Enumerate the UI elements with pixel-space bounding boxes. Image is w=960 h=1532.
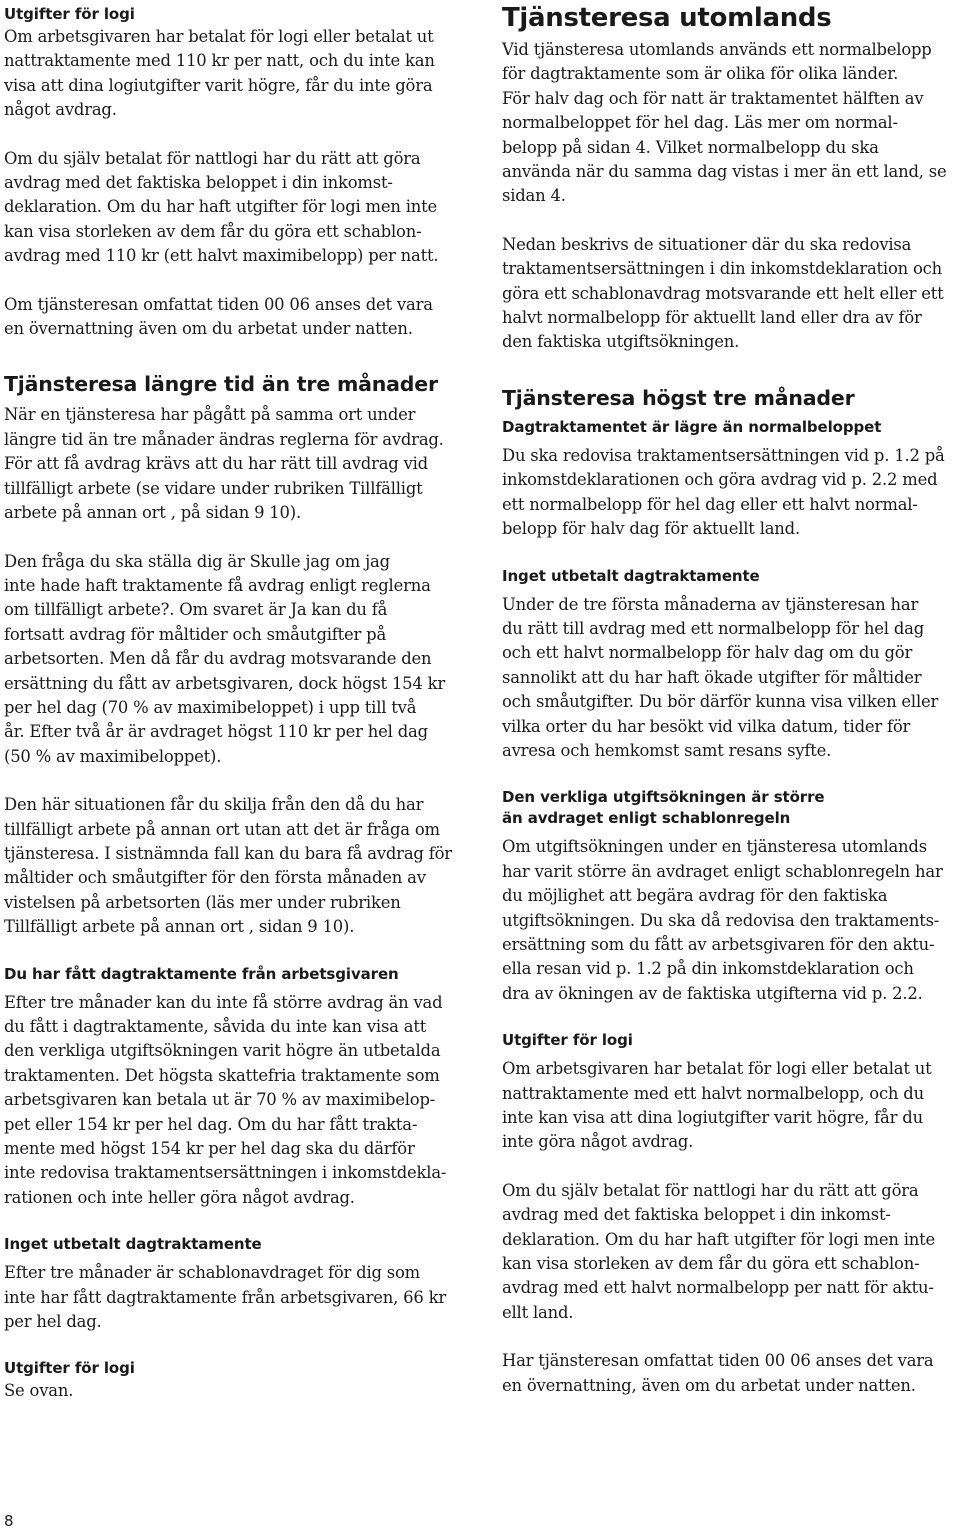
text-line: en övernattning även om du arbetat under natten. (4, 319, 413, 339)
text-line: Om du själv betalat för nattlogi har du rätt att göra (4, 148, 421, 168)
text-line: inte göra något avdrag. (502, 1132, 694, 1152)
text-line: avdrag med 110 kr (ett halvt maximibelopp) per natt. (4, 246, 439, 266)
paragraph (502, 38, 960, 209)
paragraph (502, 593, 960, 764)
text-line: Efter tre månader är schablonavdraget för dig som (4, 1263, 421, 1283)
text-line: något avdrag. (4, 100, 117, 120)
text-line: Under de tre första månaderna av tjänsteresan har (502, 594, 919, 614)
text-line: inte kan visa att dina logiutgifter varit högre, får du (502, 1108, 923, 1127)
paragraph (502, 1057, 960, 1155)
right-column (502, 2, 960, 1398)
text-line: ersättning som du fått av arbetsgivaren för den aktu- (502, 934, 935, 954)
text-line: längre tid än tre månader ändras reglerna för avdrag. (4, 429, 444, 449)
text-line: tjänsteresa. I sistnämnda fall kan du bara få avdrag för (4, 843, 452, 863)
heading-no-allowance: Inget utbetalt dagtraktamente (4, 1235, 262, 1254)
heading-lodging-2: Utgifter för logi (4, 1359, 135, 1378)
heading-no-allowance-abroad: Inget utbetalt dagtraktamente (502, 566, 760, 585)
text-line: arbetsorten. Men då får du avdrag motsvarande den (4, 649, 432, 669)
text-line: avresa och hemkomst samt resans syfte. (502, 740, 832, 760)
text-line: rationen och inte heller göra något avdrag. (4, 1187, 355, 1207)
text-line: du rätt till avdrag med ett normalbelopp för hel dag (502, 618, 924, 638)
text-line: tillfälligt arbete på annan ort utan att det är fråga om (4, 819, 440, 839)
text-line: Vid tjänsteresa utomlands används ett normalbelopp (502, 40, 932, 59)
text-line: och småutgifter. Du bör därför kunna visa vilken eller (502, 692, 939, 712)
paragraph (4, 793, 466, 939)
text-line: Om tjänsteresan omfattat tiden 00 06 anses det vara (4, 294, 433, 314)
text-line: inkomstdeklarationen och göra avdrag vid p. 2.2 med (502, 470, 938, 490)
text-line: deklaration. Om du har haft utgifter för logi men inte (502, 1229, 936, 1249)
paragraph (4, 1379, 466, 1403)
text-line: ellt land. (502, 1302, 574, 1322)
paragraph (502, 1349, 960, 1398)
text-line: traktamenten. Det högsta skattefria traktamente som (4, 1065, 440, 1085)
text-line: traktamentsersättningen i din inkomstdeklaration och (502, 259, 942, 279)
text-line: Efter tre månader kan du inte få större avdrag än vad (4, 992, 443, 1012)
text-line: visa att dina logiutgifter varit högre, får du inte göra (4, 75, 433, 95)
text-line: Se ovan. (4, 1381, 74, 1401)
text-line: ett normalbelopp för hel dag eller ett halvt normal- (502, 494, 918, 514)
text-line: deklaration. Om du har haft utgifter för logi men inte (4, 197, 438, 217)
text-line: göra ett schablonavdrag motsvarande ett helt eller ett (502, 283, 944, 303)
text-line: avdrag med det faktiska beloppet i din inkomst- (502, 1205, 891, 1225)
text-line: inte hade haft traktamente få avdrag enligt reglerna (4, 575, 431, 595)
text-line: vilka orter du har besökt vid vilka datum, tider för (502, 716, 911, 736)
paragraph (4, 1261, 466, 1334)
text-line: du möjlighet att begära avdrag för den faktiska (502, 886, 888, 906)
heading-lodging: Utgifter för logi (4, 5, 135, 23)
text-line: kan visa storleken av dem får du göra ett schablon- (4, 221, 422, 241)
heading-long-trip: Tjänsteresa längre tid än tre månader (4, 372, 438, 397)
text-line: per hel dag (70 % av maximibeloppet) i upp till två (4, 697, 417, 717)
paragraph (4, 550, 466, 770)
heading-lodging-abroad: Utgifter för logi (502, 1031, 633, 1050)
text-line: sidan 4. (502, 186, 566, 206)
text-line: måltider och småutgifter för den första månaden av (4, 868, 426, 888)
text-line: för dagtraktamente som är olika för olika länder. (502, 64, 899, 84)
text-line: Den verkliga utgiftsökningen är större (502, 788, 825, 807)
text-line: belopp för halv dag för aktuellt land. (502, 519, 800, 539)
paragraph (4, 293, 466, 342)
paragraph (4, 991, 466, 1211)
paragraph (4, 147, 466, 269)
heading-employer-allowance: Du har fått dagtraktamente från arbetsgivaren (4, 964, 399, 983)
text-line: dra av ökningen av de faktiska utgifterna vid p. 2.2. (502, 983, 923, 1003)
text-line: du fått i dagtraktamente, såvida du inte kan visa att (4, 1017, 427, 1036)
text-line: tillfälligt arbete (se vidare under rubriken Tillfälligt (4, 478, 423, 498)
text-line: Du ska redovisa traktamentsersättningen vid p. 1.2 på (502, 445, 945, 465)
text-line: den faktiska utgiftsökningen. (502, 332, 740, 352)
text-line: år. Efter två år är avdraget högst 110 kr per hel dag (4, 722, 428, 742)
text-line: arbete på annan ort , på sidan 9 10). (4, 503, 301, 523)
text-line: När en tjänsteresa har pågått på samma ort under (4, 405, 416, 425)
subheading-lower-allowance: Dagtraktamentet är lägre än normalbeloppet (502, 417, 882, 436)
heading-abroad: Tjänsteresa utomlands (502, 3, 832, 33)
text-line: nattraktamente med ett halvt normalbelopp, och du (502, 1083, 924, 1103)
text-line: Om du själv betalat för nattlogi har du rätt att göra (502, 1180, 919, 1200)
text-line: Om utgiftsökningen under en tjänsteresa utomlands (502, 837, 927, 857)
text-line: sannolikt att du har haft ökade utgifter för måltider (502, 667, 922, 687)
text-line: (50 % av maximibeloppet). (4, 746, 222, 766)
text-line: För att få avdrag krävs att du har rätt till avdrag vid (4, 454, 428, 474)
text-line: nattraktamente med 110 kr per natt, och du inte kan (4, 51, 435, 71)
text-line: Har tjänsteresan omfattat tiden 00 06 anses det vara (502, 1351, 934, 1371)
text-line: För halv dag och för natt är traktamentet hälften av (502, 88, 924, 108)
text-line: fortsatt avdrag för måltider och småutgifter på (4, 624, 387, 644)
text-line: ella resan vid p. 1.2 på din inkomstdeklaration och (502, 959, 914, 979)
text-line: kan visa storleken av dem får du göra ett schablon- (502, 1254, 920, 1274)
paragraph (502, 444, 960, 542)
text-line: Den här situationen får du skilja från den då du har (4, 795, 424, 815)
paragraph (502, 233, 960, 355)
text-line: inte redovisa traktamentsersättningen i inkomstdekla- (4, 1163, 447, 1183)
paragraph (502, 1179, 960, 1325)
text-line: vistelsen på arbetsorten (läs mer under rubriken (4, 892, 401, 912)
text-line: Om arbetsgivaren har betalat för logi eller betalat ut (4, 27, 434, 46)
paragraph (4, 403, 466, 525)
heading-actual-cost (502, 787, 960, 829)
text-line: avdrag med ett halvt normalbelopp per natt för aktu- (502, 1278, 934, 1298)
text-line: den verkliga utgiftsökningen varit högre än utbetalda (4, 1041, 441, 1061)
text-line: pet eller 154 kr per hel dag. Om du har fått trakta- (4, 1114, 418, 1134)
left-column (4, 4, 466, 1404)
heading-max-three-months: Tjänsteresa högst tre månader (502, 385, 855, 410)
paragraph (4, 25, 466, 123)
text-line: har varit större än avdraget enligt schablonregeln har (502, 861, 943, 881)
text-line: mente med högst 154 kr per hel dag ska du därför (4, 1139, 415, 1159)
page-number: 8 (4, 1512, 14, 1530)
text-line: Tillfälligt arbete på annan ort , sidan 9 10). (4, 917, 355, 937)
text-line: belopp på sidan 4. Vilket normalbelopp du ska (502, 137, 879, 157)
text-line: inte har fått dagtraktamente från arbetsgivaren, 66 kr (4, 1287, 446, 1307)
text-line: normalbeloppet för hel dag. Läs mer om normal- (502, 113, 898, 133)
text-line: avdrag med det faktiska beloppet i din inkomst- (4, 173, 393, 193)
text-line: utgiftsökningen. Du ska då redovisa den traktaments- (502, 910, 940, 930)
text-line: använda när du samma dag vistas i mer än ett land, se (502, 162, 947, 182)
text-line: än avdraget enligt schablonregeln (502, 809, 791, 828)
text-line: Nedan beskrivs de situationer där du ska redovisa (502, 234, 912, 254)
text-line: om tillfälligt arbete?. Om svaret är Ja kan du få (4, 600, 388, 620)
text-line: per hel dag. (4, 1312, 102, 1332)
text-line: Om arbetsgivaren har betalat för logi eller betalat ut (502, 1059, 932, 1079)
paragraph (502, 835, 960, 1006)
text-line: halvt normalbelopp för aktuellt land eller dra av för (502, 308, 922, 328)
text-line: arbetsgivaren kan betala ut är 70 % av maximibelop- (4, 1090, 436, 1110)
text-line: en övernattning, även om du arbetat under natten. (502, 1375, 916, 1395)
text-line: Den fråga du ska ställa dig är Skulle jag om jag (4, 551, 390, 571)
text-line: ersättning du fått av arbetsgivaren, dock högst 154 kr (4, 673, 446, 693)
text-line: och ett halvt normalbelopp för halv dag om du gör (502, 643, 913, 663)
